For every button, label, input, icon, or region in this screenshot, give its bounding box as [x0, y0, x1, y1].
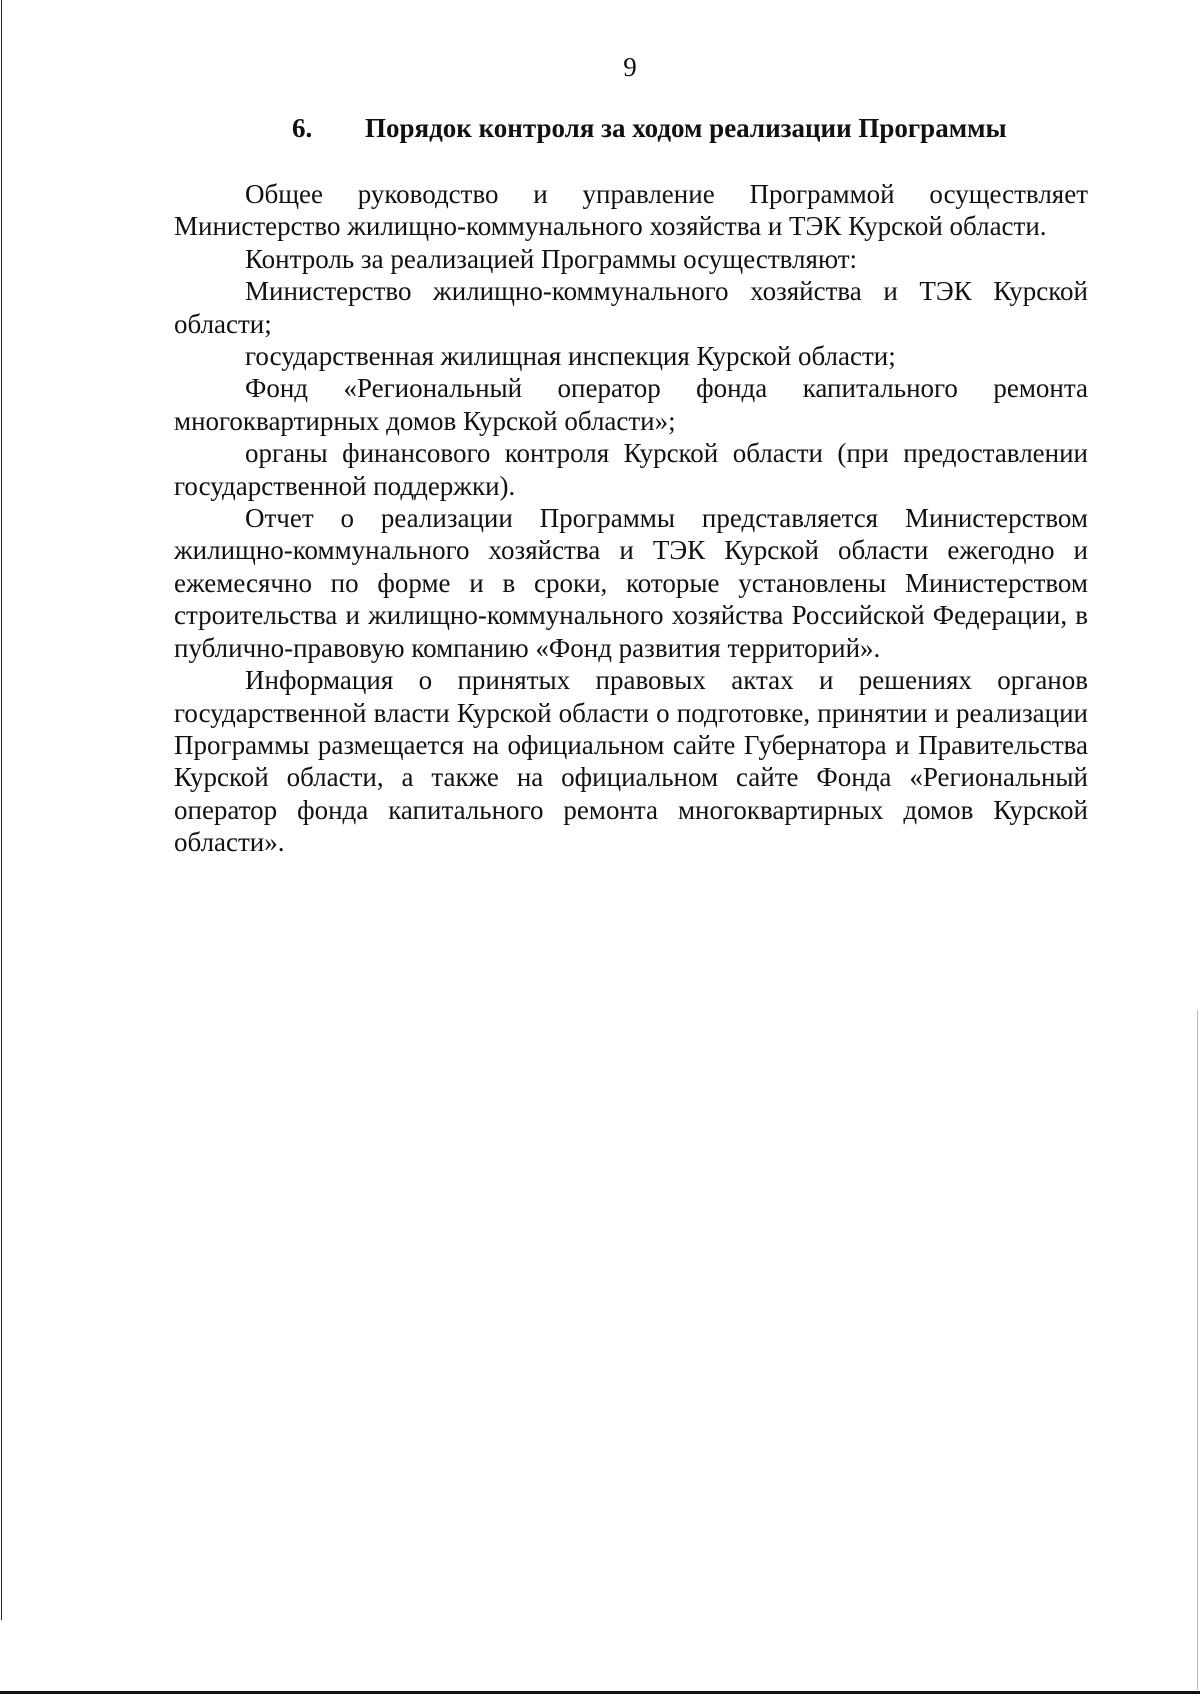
section-title: Порядок контроля за ходом реализации Программы: [365, 113, 1007, 143]
paragraph-control-intro: Контроль за реализацией Программы осуществляют:: [245, 243, 858, 274]
paragraph-control-inspection: государственная жилищная инспекция Курской области;: [245, 341, 896, 372]
paragraph-control-fund: Фонд «Региональный оператор фонда капитального ремонта многоквартирных домов Курской области»;: [174, 373, 1088, 436]
paragraph-control-ministry: Министерство жилищно-коммунального хозяйства и ТЭК Курской области;: [174, 276, 1088, 339]
page-number: 9: [623, 52, 637, 82]
scan-edge-bottom: [0, 1691, 1200, 1694]
scan-edge-left: [1, 0, 2, 1620]
paragraph-report: Отчет о реализации Программы представляется Министерством жилищно-коммунального хозяйства и ТЭК Курской области ежегодно и ежемесячно по форме и в сроки, которые установлены Министерством строительства и жилищно-коммунального хозяйства Российской Федерации, в публично-правовую компанию «Фонд развития территорий».: [174, 503, 1088, 663]
scan-edge-right: [1197, 1010, 1198, 1690]
section-heading: [292, 113, 1007, 144]
paragraph-control-finance: органы финансового контроля Курской области (при предоставлении государственной поддержки).: [174, 438, 1088, 501]
paragraph-general-management: Общее руководство и управление Программой осуществляет Министерство жилищно-коммунального хозяйства и ТЭК Курской области.: [174, 179, 1088, 242]
paragraph-information: Информация о принятых правовых актах и решениях органов государственной власти Курской области о подготовке, принятии и реализации Программы размещается на официальном сайте Губернатора и Правительства Курской области, а также на официальном сайте Фонда «Региональный оператор фонда капитального ремонта многоквартирных домов Курской области».: [174, 665, 1088, 858]
section-body: [174, 178, 1088, 859]
section-number: 6.: [292, 113, 313, 143]
